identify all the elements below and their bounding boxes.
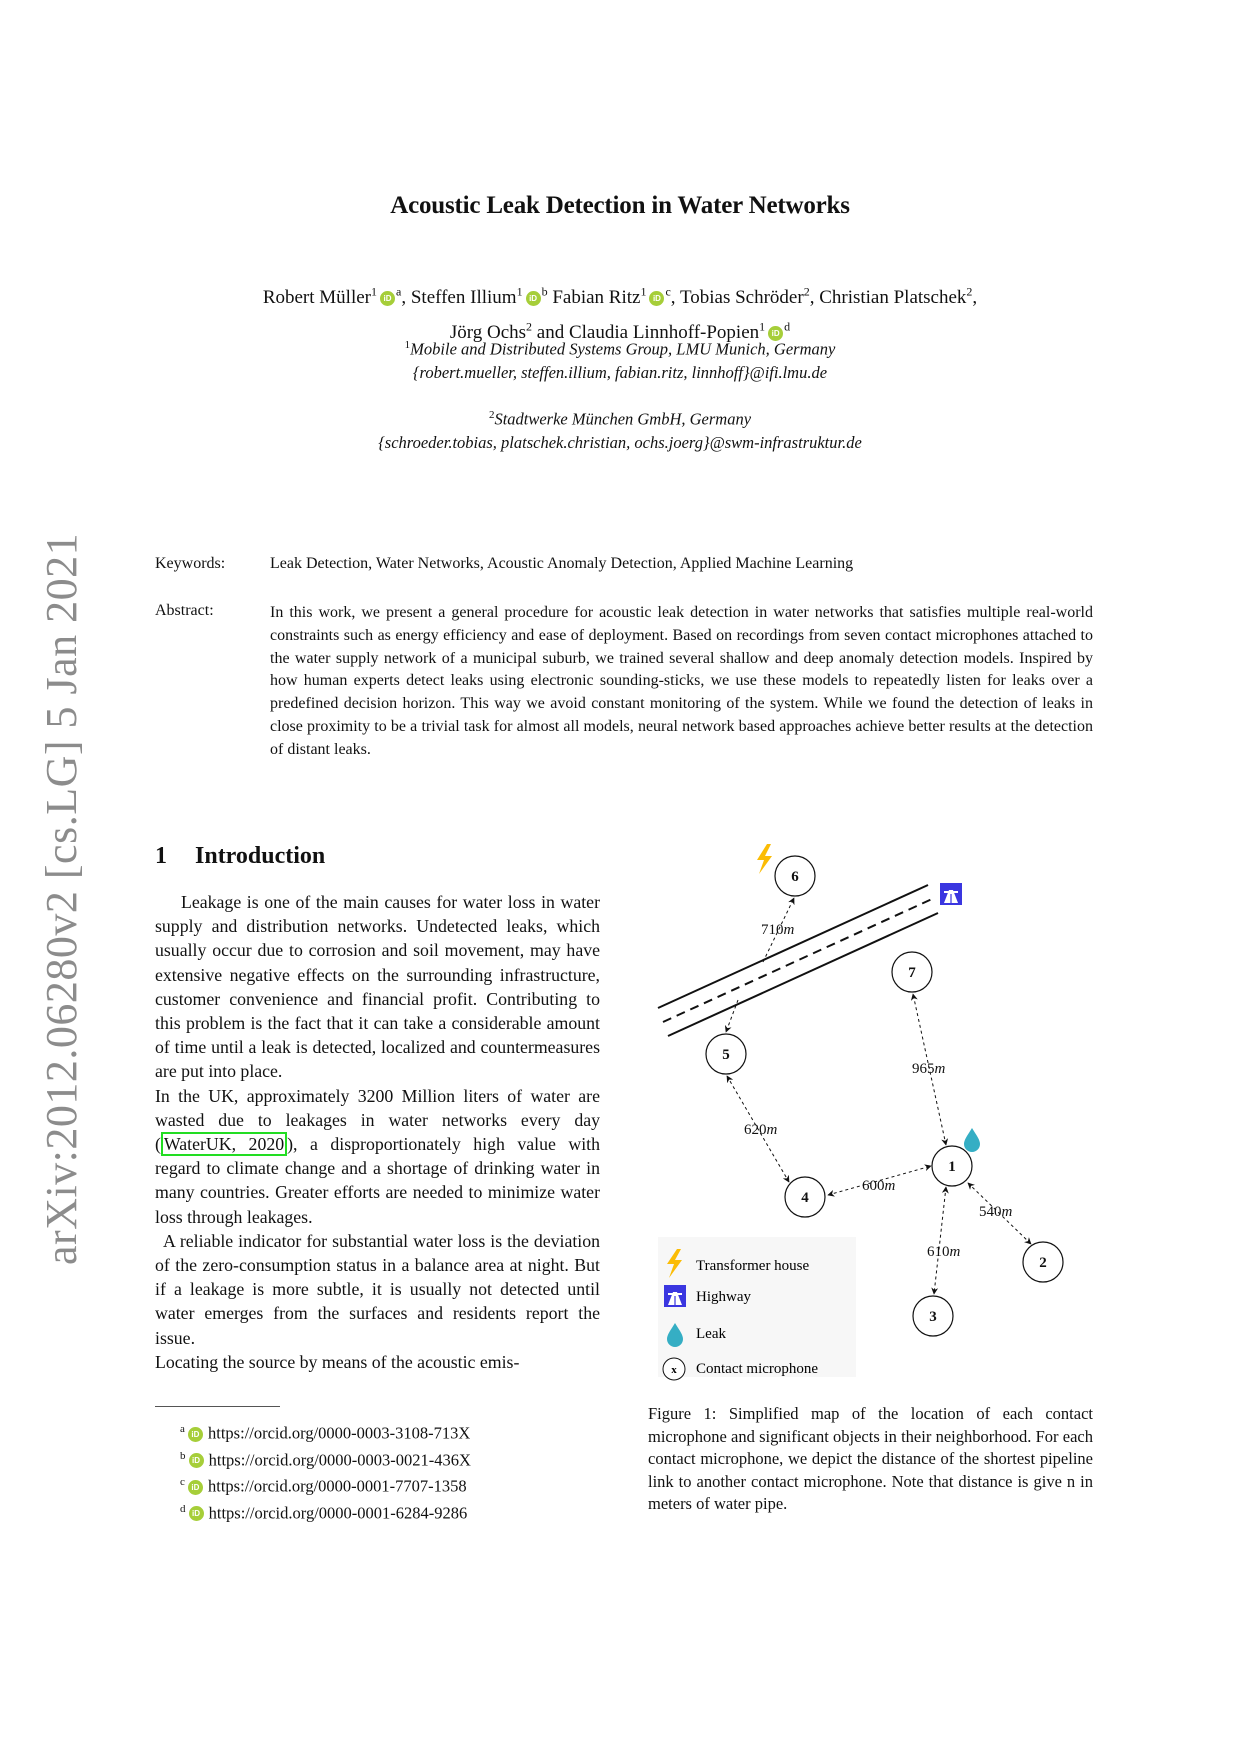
highway-icon — [940, 883, 962, 905]
author: Robert Müller$^1$ iD $^a$, — [262, 285, 411, 309]
microphone-node-7 — [892, 952, 932, 992]
network-map-figure — [640, 830, 1100, 1390]
microphone-node-6 — [775, 856, 815, 896]
microphone-node-5 — [706, 1034, 746, 1074]
footnote: $^d$ iD https://orcid.org/0000-0001-6284-9286 — [180, 1502, 468, 1522]
water-drop-icon — [964, 1128, 980, 1152]
orcid-icon: iD — [188, 1427, 203, 1442]
author: Fabian Ritz$^1$ iD $^c$, — [552, 285, 680, 309]
orcid-icon: iD — [189, 1453, 204, 1468]
svg-text:6: 6 — [791, 869, 799, 885]
svg-text:4: 4 — [801, 1190, 809, 1206]
link-1-3 — [934, 1187, 946, 1294]
svg-text:x: x — [671, 1364, 677, 1376]
author: Tobias Schröder$^2$, — [679, 285, 820, 309]
svg-text:7: 7 — [908, 965, 916, 981]
paragraph: In the UK, approximately 3200 Million liters of water are wasted due to leakages in water networks every day ( WaterUK, 2020 ), a disproportionately high value with regard to climate change and a shortage of drinking water in many countries. Greater efforts are needed to minimize water loss through leakages. — [155, 1085, 600, 1227]
distance-label-7-1: 965m — [912, 1061, 946, 1077]
paragraph: A reliable indicator for substantial water loss is the deviation of the zero-consumption status in a balance area at night. But if a leakage is more subtle, it is usually not detected until water emerges from the surfaces and residents report the issue. — [155, 1230, 600, 1348]
svg-text:2: 2 — [1039, 1255, 1047, 1271]
section-heading: 1 Introduction — [155, 843, 326, 869]
orcid-icon[interactable]: iD — [380, 291, 395, 306]
distance-label-1-2: 540m — [979, 1204, 1013, 1220]
orcid-link[interactable]: https://orcid.org/0000-0003-3108-713X — [208, 1423, 471, 1443]
highway-icon — [664, 1285, 686, 1307]
legend-label: Transformer house — [696, 1258, 810, 1274]
svg-text:3: 3 — [929, 1309, 937, 1325]
abstract-label: Abstract: — [155, 602, 214, 619]
lightning-icon — [757, 844, 772, 874]
microphone-node-2 — [1023, 1242, 1063, 1282]
legend — [658, 1237, 856, 1380]
arxiv-stamp: arXiv:2012.06280v2 [cs.LG] 5 Jan 2021 — [37, 532, 86, 1265]
abstract: In this work, we present a general procedure for acoustic leak detection in water networks that satisfies multiple real-world constraints such as energy efficiency and ease of deployment. Based on recordings from seven contact microphones attached to the water supply network of a municipal suburb, we trained several shallow and deep anomaly detection models. Inspired by how human experts detect leaks using electronic sounding-sticks, we use these models to repeatedly listen for leaks over a predefined decision horizon. This way we avoid constant monitoring of the system. While we found the detection of leaks in close proximity to be a trivial task for almost all models, neural network based approaches achieve better results at the detection of distant leaks. — [270, 604, 1093, 758]
affiliation-emails: {schroeder.tobias, platschek.christian, ochs.joerg}@swm-infrastruktur.de — [378, 432, 862, 452]
microphone-node-3 — [913, 1296, 953, 1336]
author: Steffen Illium$^1$ iD $^b$ — [410, 285, 548, 309]
microphone-node-4 — [785, 1177, 825, 1217]
orcid-icon[interactable]: iD — [768, 326, 783, 341]
footnotes — [180, 1418, 471, 1524]
highway-edge — [658, 885, 928, 1008]
author: Claudia Linnhoff-Popien$^1$ iD $^d$ — [568, 319, 791, 343]
footnote: $^a$ iD https://orcid.org/0000-0003-3108-713X — [180, 1423, 471, 1443]
citation-link[interactable]: WaterUK, 2020 — [161, 1132, 287, 1156]
legend-label: Highway — [696, 1289, 751, 1305]
orcid-link[interactable]: https://orcid.org/0000-0003-0021-436X — [208, 1450, 471, 1469]
paragraph: Leakage is one of the main causes for water loss in water supply and distribution networks. Undetected leaks, which usually occur due to corrosion and soil movement, may have extensive negative effects on the surrounding infrastructure, customer convenience and financial profit. Contributing to this problem is the fact that it can take a considerable amount of time until a leak is detected, localized and countermeasures are put into place. — [155, 892, 600, 1082]
legend-label: Contact microphone — [696, 1361, 819, 1377]
author: Jörg Ochs$^2$ and — [449, 319, 569, 343]
orcid-icon: iD — [189, 1506, 204, 1521]
footnote: $^c$ iD https://orcid.org/0000-0001-7707-1358 — [180, 1476, 467, 1496]
footnote: $^b$ iD https://orcid.org/0000-0003-0021-436X — [180, 1449, 471, 1469]
distance-label-4-1: 600m — [862, 1178, 896, 1194]
orcid-link[interactable]: https://orcid.org/0000-0001-7707-1358 — [208, 1476, 467, 1496]
orcid-link[interactable]: https://orcid.org/0000-0001-6284-9286 — [208, 1503, 468, 1522]
author: Christian Platschek$^2$, — [819, 285, 978, 309]
keywords: Leak Detection, Water Networks, Acoustic Anomaly Detection, Applied Machine Learning — [270, 555, 854, 572]
intro-body — [155, 890, 600, 1374]
affiliation-2: $^2$Stadtwerke München GmbH, Germany {schroeder.tobias, platschek.christian, ochs.joerg}@swm-infrastruktur.de — [0, 404, 1240, 454]
svg-text:5: 5 — [722, 1047, 730, 1063]
keywords-label: Keywords: — [155, 555, 226, 572]
distance-label-5-4: 620m — [744, 1122, 778, 1138]
figure-caption: Figure 1: Simplified map of the location of each contact microphone and significant objects in their neighborhood. For each contact microphone, we depict the distance of the shortest pipeline link to another contact microphone. Note that distance is give n in meters of water pipe. — [648, 1404, 1093, 1513]
legend-label: Leak — [696, 1326, 726, 1342]
orcid-icon[interactable]: iD — [649, 291, 664, 306]
affiliation-1: $^1$Mobile and Distributed Systems Group, LMU Munich, Germany {robert.mueller, steffen.illium, fabian.ritz, linnhoff}@ifi.lmu.de — [0, 334, 1240, 384]
affiliation-emails: {robert.mueller, steffen.illium, fabian.ritz, linnhoff}@ifi.lmu.de — [412, 362, 828, 382]
distance-label-6-5: 710m — [761, 922, 795, 938]
paragraph: Locating the source by means of the acoustic emis- — [155, 1351, 520, 1372]
microphone-node-1 — [932, 1146, 972, 1186]
paper-title: Acoustic Leak Detection in Water Networks — [390, 192, 850, 219]
distance-label-1-3: 610m — [927, 1244, 961, 1260]
orcid-icon[interactable]: iD — [526, 291, 541, 306]
highway-centerline — [663, 899, 932, 1022]
svg-text:1: 1 — [948, 1159, 956, 1175]
footnote-rule — [155, 1406, 280, 1407]
orcid-icon: iD — [188, 1480, 203, 1495]
